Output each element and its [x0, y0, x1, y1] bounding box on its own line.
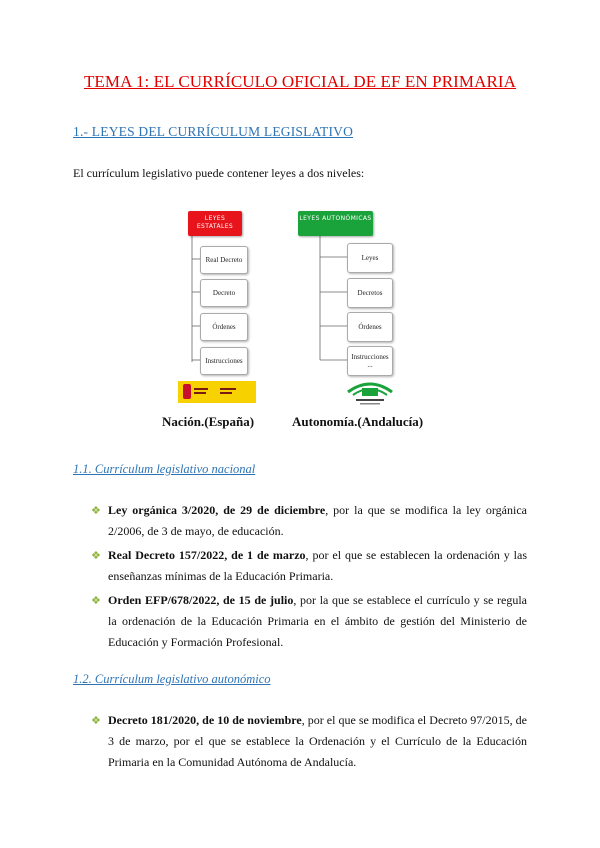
- intro-paragraph: El currículum legislativo puede contener leyes a dos niveles:: [73, 166, 365, 180]
- right-item-2: Decretos: [347, 278, 393, 308]
- diamond-bullet-icon: ❖: [91, 504, 101, 517]
- section-heading: 1.- LEYES DEL CURRÍCULUM LEGISLATIVO: [73, 124, 354, 139]
- autonomous-law-list: [91, 710, 527, 776]
- subheading-autonomous: 1.2. Currículum legislativo autonómico: [73, 672, 271, 686]
- left-item-1: Real Decreto: [200, 246, 248, 274]
- left-item-3: Órdenes: [200, 313, 248, 341]
- ministry-logo-text: [194, 388, 208, 390]
- left-caption: Nación.(España): [162, 414, 255, 429]
- andalucia-logo: [340, 376, 400, 408]
- diamond-bullet-icon: ❖: [91, 714, 101, 727]
- diamond-bullet-icon: ❖: [91, 549, 101, 562]
- page-title: TEMA 1: EL CURRÍCULO OFICIAL DE EF EN PRIMARIA: [83, 72, 517, 91]
- legislation-diagram: [150, 200, 450, 440]
- right-item-3: Órdenes: [347, 312, 393, 342]
- right-item-4: Instrucciones ...: [347, 346, 393, 376]
- subheading-national: 1.1. Currículum legislativo nacional: [73, 462, 256, 476]
- spain-government-logo: [178, 381, 256, 403]
- coat-of-arms-icon: [183, 384, 191, 399]
- left-item-4: Instrucciones: [200, 347, 248, 375]
- right-item-1: Leyes: [347, 243, 393, 273]
- left-header: LEYES ESTATALES: [188, 211, 242, 236]
- right-header: LEYES AUTONÓMICAS: [298, 211, 373, 236]
- diagram-connectors: [150, 200, 450, 440]
- list-item: ❖ Decreto 181/2020, de 10 de noviembre, por el que se modifica el Decreto 97/2015, de 3 de marzo, por el que se establece la Ordenación y el Currículo de la Educación Primaria en la Comunidad Autónoma de Andalucía.: [91, 710, 527, 773]
- right-caption: Autonomía.(Andalucía): [292, 414, 424, 429]
- list-item: ❖ Ley orgánica 3/2020, de 29 de diciembre, por la que se modifica la ley orgánica 2/2006, de 3 de mayo, de educación.: [91, 500, 527, 542]
- diamond-bullet-icon: ❖: [91, 594, 101, 607]
- list-item: ❖ Orden EFP/678/2022, de 15 de julio, por la que se establece el currículo y se regula la ordenación de la Educación Primaria en el ámbito de gestión del Ministerio de Educación y Formación Profesional.: [91, 590, 527, 653]
- left-item-2: Decreto: [200, 279, 248, 307]
- national-law-list: [91, 500, 527, 656]
- list-item: ❖ Real Decreto 157/2022, de 1 de marzo, por el que se establecen la ordenación y las enseñanzas mínimas de la Educación Primaria.: [91, 545, 527, 587]
